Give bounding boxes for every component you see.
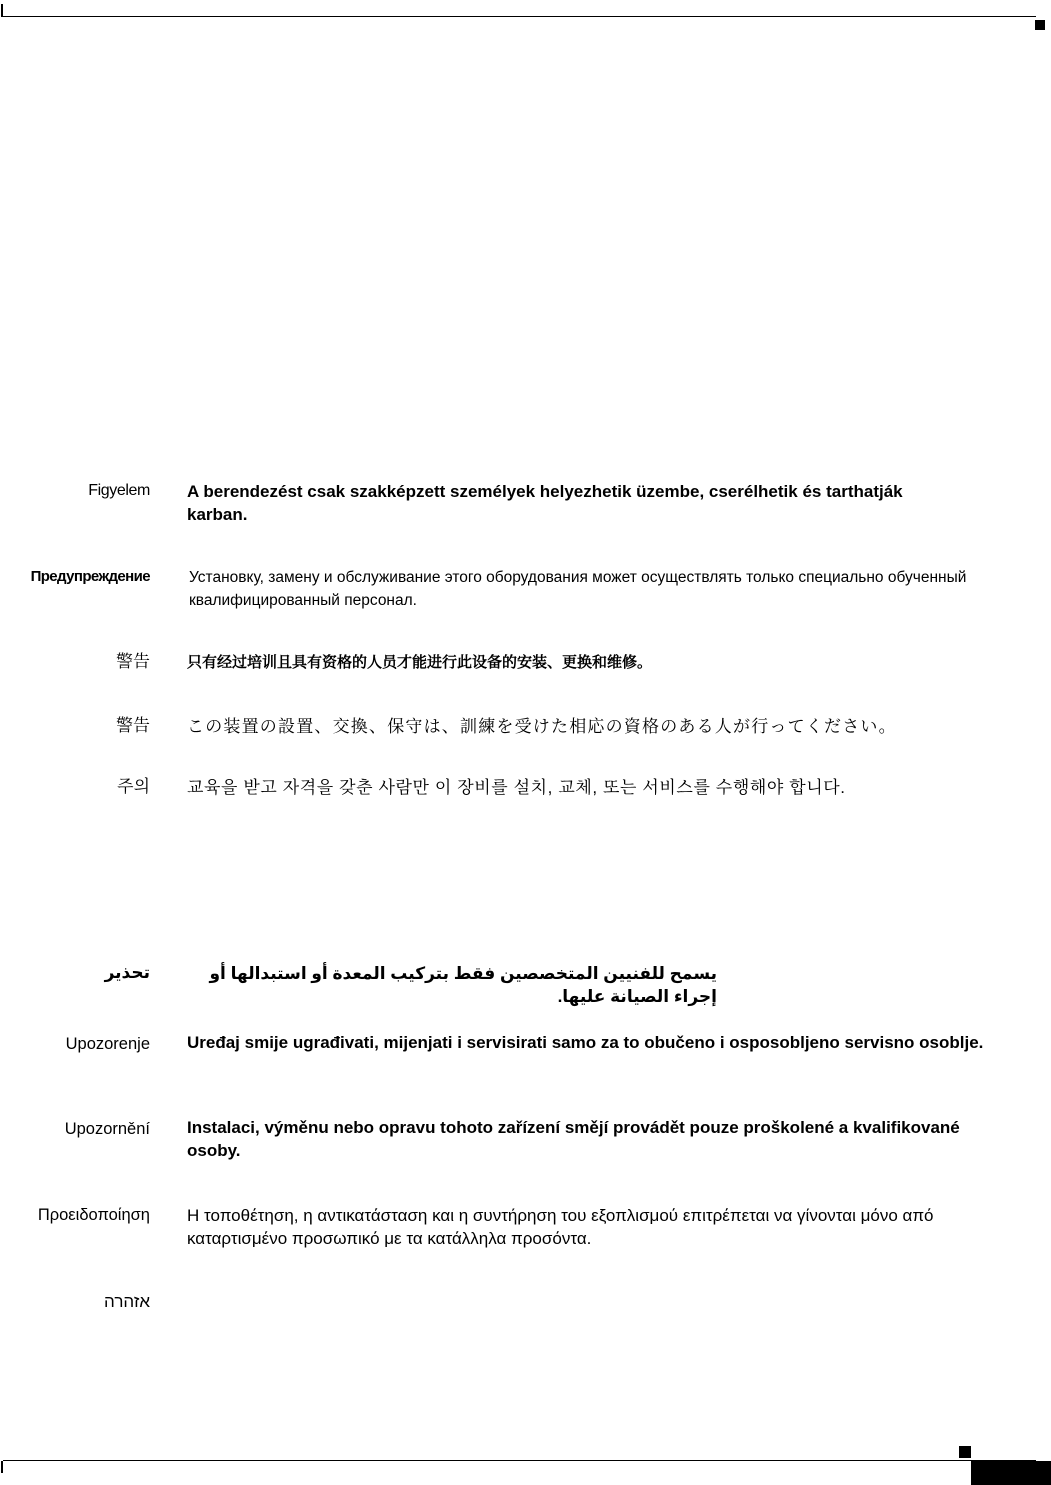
warning-label: 警告 [116, 652, 150, 671]
header-rule [3, 16, 1036, 17]
warning-label: 警告 [116, 716, 150, 735]
warning-text: 교육을 받고 자격을 갖춘 사람만 이 장비를 설치, 교체, 또는 서비스를 수행해야 합니다. [187, 778, 846, 797]
warning-label: تحذير [104, 963, 150, 982]
warning-label: Предупреждение [30, 568, 150, 585]
warning-text: Η τοποθέτηση, η αντικατάσταση και η συντήρηση του εξοπλισμού επιτρέπεται να γίνονται μόνο από καταρτισμένο προσωπικό με τα κατάλληλα προσόντα. [187, 1206, 934, 1248]
warning-label: אזהרה [104, 1292, 150, 1311]
warning-text: この装置の設置、交換、保守は、訓練を受けた相応の資格のある人が行ってください。 [187, 717, 897, 736]
footer-rule [3, 1460, 1036, 1461]
warning-text: Установку, замену и обслуживание этого оборудования может осуществлять только специально обученный квалифицированный персонал. [189, 569, 967, 609]
page-number-tab [971, 1461, 1051, 1485]
warning-text: Instalaci, výměnu nebo opravu tohoto zařízení smějí provádět pouze proškolené a kvalifikované osoby. [187, 1118, 960, 1160]
warning-label: Προειδοποίηση [37, 1206, 150, 1224]
warning-text: يسمح للفنيين المتخصصين فقط بتركيب المعدة أو استبدالها أو إجراء الصيانة عليها. [209, 964, 717, 1006]
warning-text: 只有经过培训且具有资格的人员才能进行此设备的安装、更换和维修。 [187, 654, 653, 671]
footer-crop-mark [1, 1461, 3, 1473]
warning-label: Upozornění [64, 1120, 150, 1138]
warning-label: Upozorenje [65, 1035, 150, 1053]
warning-text: Uređaj smije ugrađivati, mijenjati i servisirati samo za to obučeno i osposobljeno servisno osoblje. [187, 1033, 984, 1052]
footer-marker [959, 1446, 971, 1458]
warning-label: Figyelem [88, 482, 150, 499]
header-corner-marker [1035, 20, 1045, 30]
warning-text: A berendezést csak szakképzett személyek helyezhetik üzembe, cserélhetik és tarthatják karban. [187, 482, 903, 524]
warning-label: 주의 [117, 777, 150, 796]
